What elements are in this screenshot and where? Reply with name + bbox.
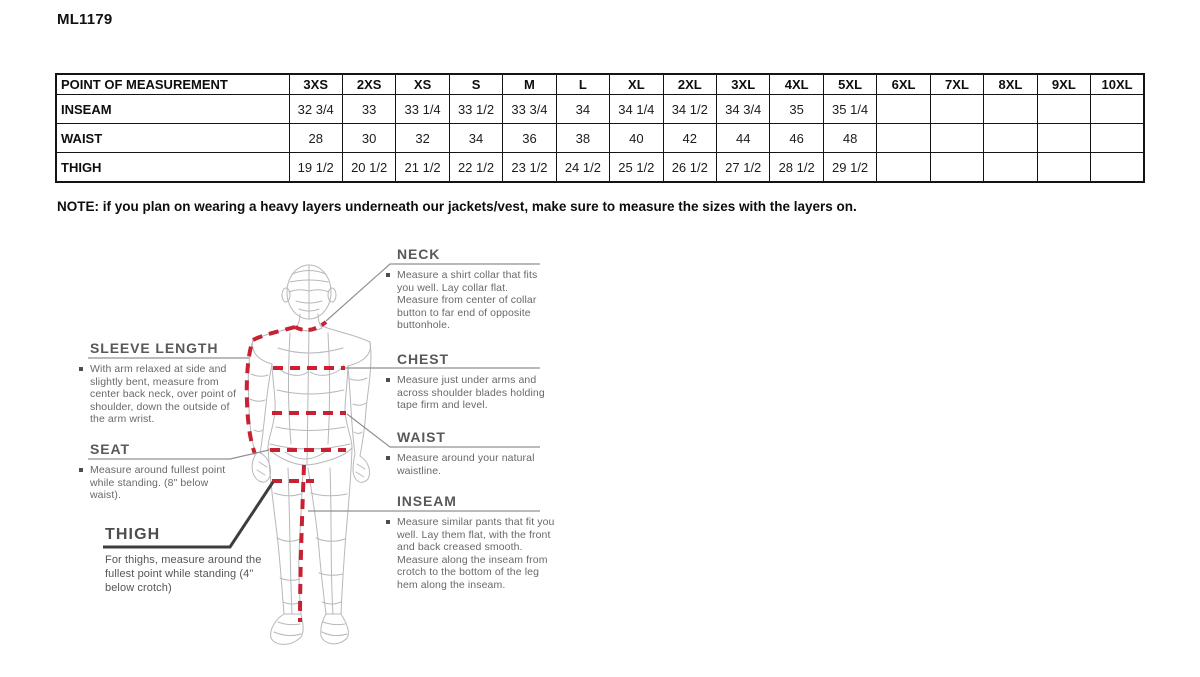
size-column-header: 10XL (1091, 74, 1144, 95)
measurement-value-cell: 22 1/2 (449, 153, 502, 183)
measurement-value-cell: 33 1/4 (396, 95, 449, 124)
size-column-header: L (556, 74, 609, 95)
size-column-header: 2XS (342, 74, 395, 95)
thigh-label: THIGH (105, 526, 161, 543)
measurement-value-cell: 33 3/4 (503, 95, 556, 124)
size-column-header: XL (610, 74, 663, 95)
measurement-value-cell (984, 95, 1037, 124)
measurement-value-cell: 34 1/2 (663, 95, 716, 124)
size-column-header: 5XL (823, 74, 876, 95)
measurement-value-cell: 19 1/2 (289, 153, 342, 183)
measurement-value-cell: 35 (770, 95, 823, 124)
measurement-value-cell (984, 153, 1037, 183)
measurement-value-cell: 38 (556, 124, 609, 153)
measurement-value-cell (930, 95, 983, 124)
measurement-value-cell: 34 (556, 95, 609, 124)
measurement-value-cell: 46 (770, 124, 823, 153)
measurement-value-cell (877, 95, 930, 124)
measurement-value-cell (877, 153, 930, 183)
measurement-value-cell (1037, 124, 1090, 153)
measurement-value-cell: 36 (503, 124, 556, 153)
measurement-value-cell: 28 1/2 (770, 153, 823, 183)
measurement-value-cell: 40 (610, 124, 663, 153)
inseam-measure-line (300, 465, 304, 622)
waist-section (397, 429, 552, 477)
measurement-value-cell (1091, 153, 1144, 183)
measurement-value-cell: 32 3/4 (289, 95, 342, 124)
size-column-header: S (449, 74, 502, 95)
measurement-value-cell: 27 1/2 (717, 153, 770, 183)
size-chart-table (55, 73, 1145, 183)
measurement-value-cell: 42 (663, 124, 716, 153)
table-row (56, 124, 1144, 153)
thigh-section (105, 526, 270, 595)
sleeve-length-label: SLEEVE LENGTH (90, 340, 219, 356)
size-column-header: 6XL (877, 74, 930, 95)
size-column-header: 4XL (770, 74, 823, 95)
measurement-value-cell (930, 153, 983, 183)
measurement-value-cell: 32 (396, 124, 449, 153)
measurement-value-cell: 34 1/4 (610, 95, 663, 124)
waist-label: WAIST (397, 429, 446, 445)
measurement-value-cell (877, 124, 930, 153)
measurement-value-cell: 30 (342, 124, 395, 153)
seat-description: Measure around fullest point while standing. (8" below waist). (90, 464, 240, 502)
size-column-header: 2XL (663, 74, 716, 95)
style-number-title: ML1179 (57, 11, 113, 28)
measurement-value-cell (930, 124, 983, 153)
size-column-header: 7XL (930, 74, 983, 95)
seat-label: SEAT (90, 441, 130, 457)
measurement-value-cell: 33 1/2 (449, 95, 502, 124)
measurement-diagram (50, 238, 590, 673)
measurement-value-cell: 21 1/2 (396, 153, 449, 183)
neck-label: NECK (397, 246, 441, 262)
measurement-value-cell: 20 1/2 (342, 153, 395, 183)
measurement-value-cell: 33 (342, 95, 395, 124)
size-column-header: 3XL (717, 74, 770, 95)
size-column-header: XS (396, 74, 449, 95)
note-text: NOTE: if you plan on wearing a heavy layers underneath our jackets/vest, make sure to measure the sizes with the layers on. (57, 199, 857, 214)
size-column-header: 3XS (289, 74, 342, 95)
sleeve-length-description: With arm relaxed at side and slightly bent, measure from center back neck, over point of shoulder, down the outside of the arm wrist. (90, 363, 242, 426)
measurement-value-cell: 29 1/2 (823, 153, 876, 183)
sleeve-length-section (90, 340, 242, 426)
measurement-row-label: INSEAM (56, 95, 289, 124)
inseam-description: Measure similar pants that fit you well. Lay them flat, with the front and back creased smooth. Measure along the inseam from crotch to the bottom of the leg hem along the inseam. (397, 516, 555, 591)
measurement-value-cell (1037, 153, 1090, 183)
measurement-value-cell: 34 (449, 124, 502, 153)
neck-description: Measure a shirt collar that fits you well. Lay collar flat. Measure from center of collar button to far end of opposite buttonhole. (397, 269, 552, 332)
measurement-value-cell: 44 (717, 124, 770, 153)
size-column-header: 8XL (984, 74, 1037, 95)
thigh-description: For thighs, measure around the fullest point while standing (4" below crotch) (105, 554, 262, 594)
measurement-row-label: WAIST (56, 124, 289, 153)
inseam-section (397, 493, 555, 592)
measurement-value-cell: 35 1/4 (823, 95, 876, 124)
measurement-row-label: THIGH (56, 153, 289, 183)
size-column-header: M (503, 74, 556, 95)
neck-section (397, 246, 552, 332)
chest-description: Measure just under arms and across shoulder blades holding tape firm and level. (397, 374, 552, 412)
measurement-value-cell: 25 1/2 (610, 153, 663, 183)
inseam-label: INSEAM (397, 493, 457, 509)
measurement-value-cell (984, 124, 1037, 153)
measurement-value-cell (1091, 95, 1144, 124)
size-table-body (56, 95, 1144, 183)
measurement-value-cell: 28 (289, 124, 342, 153)
chest-section (397, 351, 552, 412)
table-row (56, 95, 1144, 124)
measurement-value-cell: 48 (823, 124, 876, 153)
measurement-value-cell (1037, 95, 1090, 124)
neck-measure-line (295, 322, 326, 330)
size-column-header: 9XL (1037, 74, 1090, 95)
size-table-header-row (56, 74, 1144, 95)
sleeve-measure-line (247, 327, 295, 454)
measurement-value-cell: 23 1/2 (503, 153, 556, 183)
point-of-measurement-header: POINT OF MEASUREMENT (56, 74, 289, 95)
measurement-value-cell: 34 3/4 (717, 95, 770, 124)
measurement-value-cell: 24 1/2 (556, 153, 609, 183)
measurement-value-cell (1091, 124, 1144, 153)
table-row (56, 153, 1144, 183)
chest-label: CHEST (397, 351, 449, 367)
measurement-value-cell: 26 1/2 (663, 153, 716, 183)
seat-section (90, 441, 240, 502)
waist-description: Measure around your natural waistline. (397, 452, 552, 477)
